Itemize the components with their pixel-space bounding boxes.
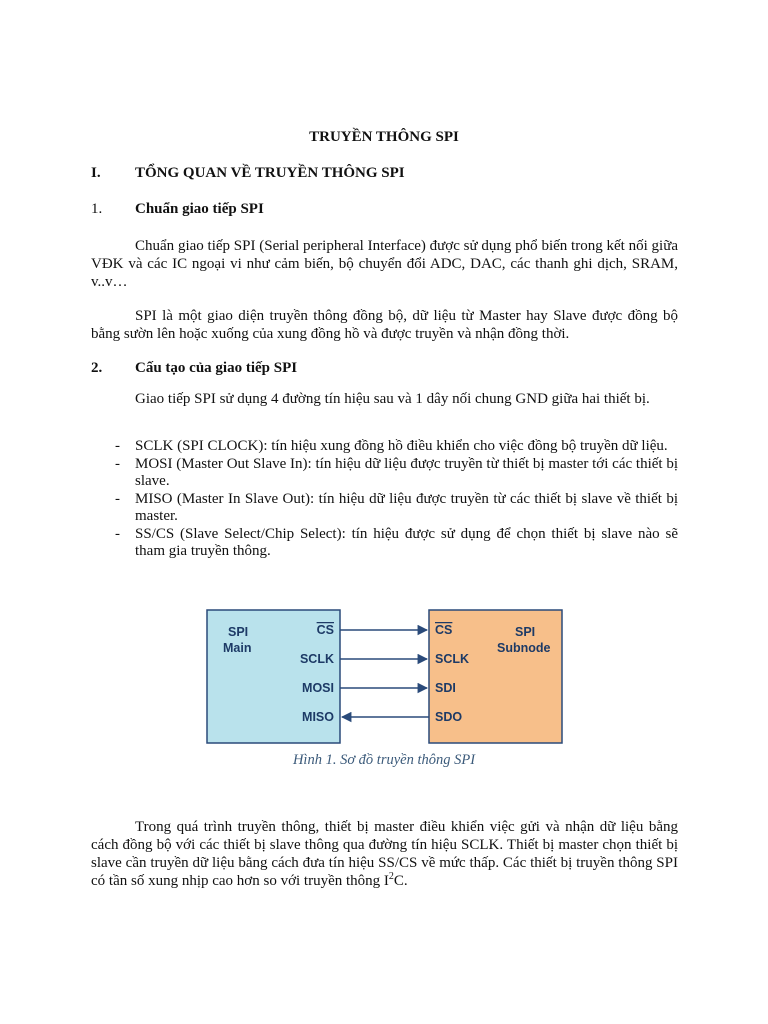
bullet-marker: - bbox=[115, 438, 120, 454]
subsection-number: 2. bbox=[91, 360, 103, 376]
main-pin-cs: CS bbox=[316, 623, 334, 637]
paragraph-spi-lines: Giao tiếp SPI sử dụng 4 đường tín hiệu sau và 1 dây nối chung GND giữa hai thiết bị. bbox=[135, 391, 650, 407]
document-title: TRUYỀN THÔNG SPI bbox=[309, 129, 459, 145]
bullet-marker: - bbox=[115, 525, 120, 542]
subnode-label-1: SPI bbox=[515, 625, 536, 639]
list-item-text: MOSI (Master Out Slave In): tín hiệu dữ liệu được truyền từ thiết bị master tới các thiết bị slave. bbox=[135, 455, 678, 489]
list-item-text: SS/CS (Slave Select/Chip Select): tín hiệu được sử dụng để chọn thiết bị slave nào sẽ tham gia truyền thông. bbox=[135, 525, 678, 559]
list-item bbox=[91, 526, 678, 561]
main-label-2: Main bbox=[223, 641, 252, 655]
section-number: I. bbox=[91, 165, 101, 181]
subnode-pin-sdo: SDO bbox=[435, 710, 463, 724]
list-item-text: MISO (Master In Slave Out): tín hiệu dữ liệu được truyền từ các thiết bị slave về thiết bị master. bbox=[135, 490, 678, 524]
subnode-pin-cs: CS bbox=[435, 623, 453, 637]
superscript: 2 bbox=[388, 871, 394, 882]
signal-list bbox=[91, 438, 678, 561]
list-item bbox=[91, 491, 678, 526]
list-item-text: SCLK (SPI CLOCK): tín hiệu xung đồng hồ điều khiển cho việc đồng bộ truyền dữ liệu. bbox=[135, 438, 668, 454]
subsection-title: Chuẩn giao tiếp SPI bbox=[135, 201, 264, 217]
subnode-pin-sdi: SDI bbox=[435, 681, 456, 695]
paragraph-text-end: C. bbox=[393, 873, 408, 889]
bullet-marker: - bbox=[115, 490, 120, 507]
subnode-label-2: Subnode bbox=[497, 641, 551, 655]
paragraph-spi-intro: Chuẩn giao tiếp SPI (Serial peripheral Interface) được sử dụng phổ biến trong kết nối giữa VĐK và các IC ngoại vi như cảm biến, bộ chuyển đổi ADC, DAC, các thanh ghi dịch, SRAM, v..v… bbox=[91, 238, 678, 290]
main-pin-mosi: MOSI bbox=[302, 681, 334, 695]
section-heading-1 bbox=[91, 165, 405, 182]
main-label-1: SPI bbox=[228, 625, 249, 639]
paragraph-spi-sync: SPI là một giao diện truyền thông đồng bộ, dữ liệu từ Master hay Slave được đồng bộ bằng sườn lên hoặc xuống của xung đồng hồ và được truyền và nhận đồng thời. bbox=[91, 308, 678, 342]
subsection-heading-2 bbox=[91, 360, 297, 377]
subnode-pin-sclk: SCLK bbox=[435, 652, 470, 666]
subsection-heading-1 bbox=[91, 201, 264, 218]
section-title: TỔNG QUAN VỀ TRUYỀN THÔNG SPI bbox=[135, 165, 405, 181]
main-pin-miso: MISO bbox=[302, 710, 334, 724]
list-item bbox=[91, 438, 678, 456]
figure-caption: Hình 1. Sơ đồ truyền thông SPI bbox=[292, 752, 476, 768]
spi-diagram bbox=[206, 609, 564, 745]
list-item bbox=[91, 456, 678, 491]
paragraph-spi-operation bbox=[91, 818, 678, 890]
paragraph-text: Trong quá trình truyền thông, thiết bị master điều khiển việc gửi và nhận dữ liệu bằng cách đồng bộ với các thiết bị slave thông qua đường tín hiệu SCLK. Thiết bị master chọn thiết bị slave cần truyền dữ liệu bằng cách đưa tín hiệu SS/CS về mức thấp. Các thiết bị truyền thông SPI có tần số xung nhịp cao hơn so với truyền thông I bbox=[91, 819, 678, 889]
subsection-number: 1. bbox=[91, 201, 103, 217]
main-pin-sclk: SCLK bbox=[299, 652, 334, 666]
bullet-marker: - bbox=[115, 455, 120, 472]
subsection-title: Cấu tạo của giao tiếp SPI bbox=[135, 360, 298, 376]
